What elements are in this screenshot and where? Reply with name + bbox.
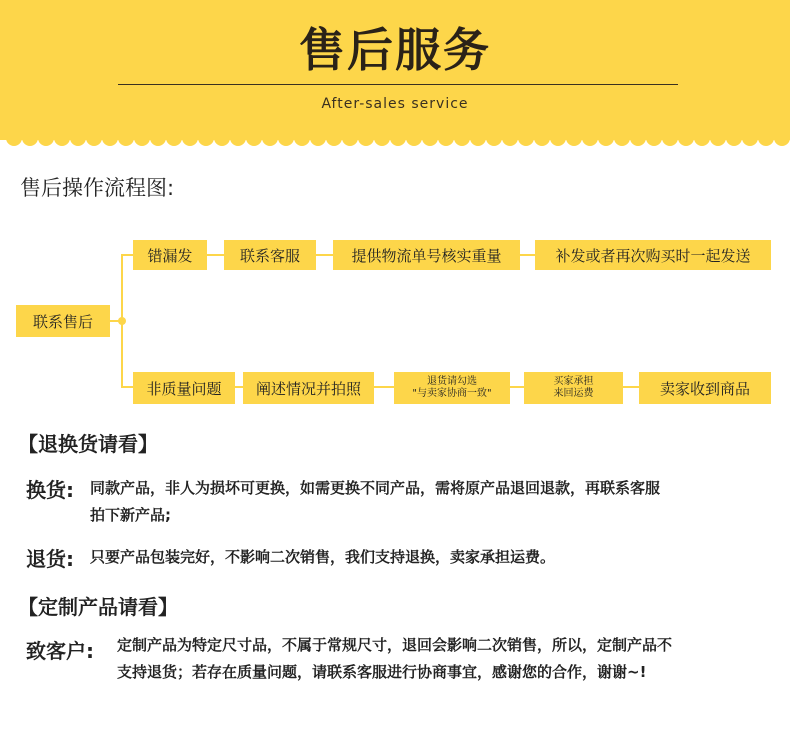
flow-step-label: 补发或者再次购买时一起发送	[555, 246, 751, 265]
flow-step-box	[133, 372, 235, 404]
custom-text-line2: 支持退货；若存在质量问题，请联系客服进行协商事宜，感谢您的合作，谢谢~!	[117, 663, 647, 681]
flow-step-box	[524, 372, 623, 404]
flow-step-box	[639, 372, 771, 404]
custom-heading: 【定制产品请看】	[18, 595, 178, 619]
returns-heading: 【退换货请看】	[18, 432, 158, 456]
exchange-text-line2: 拍下新产品;	[90, 506, 171, 524]
flow-step-label-line1: 买家承担	[553, 376, 594, 387]
exchange-text	[90, 475, 660, 529]
title-divider	[118, 84, 678, 85]
return-text: 只要产品包装完好，不影响二次销售，我们支持退换，卖家承担运费。	[90, 548, 556, 566]
exchange-label: 换货:	[26, 478, 74, 502]
flow-step-label: 错漏发	[147, 246, 193, 265]
flow-start-label: 联系售后	[32, 312, 93, 331]
exchange-text-line1: 同款产品，非人为损坏可更换，如需更换不同产品，需将原产品退回退款，再联系客服	[90, 479, 661, 497]
custom-label: 致客户:	[26, 639, 94, 663]
flow-step-box	[394, 372, 510, 404]
flow-step-label: 提供物流单号核实重量	[351, 246, 502, 265]
flow-step-box	[224, 240, 316, 270]
flow-step-box	[535, 240, 771, 270]
junction-dot	[118, 317, 126, 325]
custom-text	[117, 632, 672, 686]
return-label: 退货:	[26, 547, 74, 571]
flow-step-label: 阐述情况并拍照	[255, 379, 361, 398]
banner-scallop-edge	[0, 130, 790, 150]
flow-step-label: 非质量问题	[146, 379, 222, 398]
page-subtitle: After-sales service	[321, 96, 469, 112]
flow-step-label-line1: 退货请勾选	[427, 376, 477, 387]
flow-step-box	[243, 372, 374, 404]
flow-step-label-line2: 来回运费	[553, 388, 594, 399]
flow-step-box	[333, 240, 520, 270]
flow-step-box	[133, 240, 207, 270]
page-title: 售后服务	[299, 23, 491, 77]
flow-start-box	[16, 305, 110, 337]
flow-step-label: 卖家收到商品	[659, 379, 750, 398]
custom-text-line1: 定制产品为特定尺寸品，不属于常规尺寸，退回会影响二次销售，所以，定制产品不	[117, 636, 673, 654]
flow-title: 售后操作流程图:	[20, 176, 175, 200]
flow-step-label: 联系客服	[239, 246, 300, 265]
flow-step-label-line2: "与卖家协商一致"	[412, 388, 492, 399]
